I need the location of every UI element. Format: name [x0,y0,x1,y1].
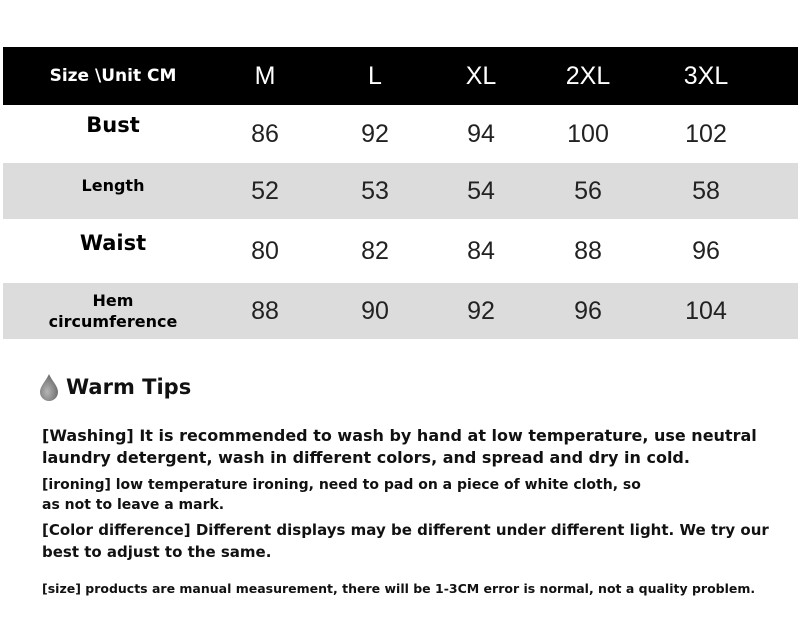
table-header-row [3,47,798,105]
header-size-l: L [368,61,382,90]
table-cell: 82 [361,236,389,265]
warm-tips-title: Warm Tips [66,375,192,399]
table-cell: 52 [251,176,279,205]
header-size-m: M [254,61,276,90]
header-size-xl: XL [465,61,497,90]
table-cell: 54 [467,176,495,205]
table-cell: 84 [467,236,495,265]
table-cell: 58 [692,176,720,205]
table-cell: 80 [251,236,279,265]
row-label-bust: Bust [86,113,140,137]
header-size-2xl: 2XL [565,61,611,90]
row-label-waist: Waist [79,231,147,255]
tip-color-difference: [Color difference] Different displays may be different under different light. We try our best to adjust to the same. [42,521,769,561]
table-cell: 88 [251,296,279,325]
table-cell: 53 [361,176,389,205]
tip-washing: [Washing] It is recommended to wash by hand at low temperature, use neutral laundry detergent, wash in different colors, and spread and dry in cold. [42,426,757,467]
header-size-3xl: 3XL [683,61,729,90]
table-cell: 92 [361,119,389,148]
row-label-hem-line2: circumference [48,312,178,331]
row-label-hem-line1: Hem [92,291,134,310]
table-cell: 102 [685,119,727,148]
table-row-bust [3,105,798,163]
table-row-waist [3,219,798,283]
header-label: Size \Unit CM [49,66,177,86]
water-drop-icon [38,372,60,402]
warm-tips-heading [38,371,191,403]
tip-size: [size] products are manual measurement, there will be 1-3CM error is normal, not a quality problem. [42,581,756,596]
table-cell: 94 [467,119,495,148]
table-cell: 96 [692,236,720,265]
table-cell: 56 [574,176,602,205]
table-cell: 96 [574,296,602,325]
table-row-hem [3,283,798,339]
table-cell: 92 [467,296,495,325]
table-cell: 104 [685,296,727,325]
table-cell: 100 [567,119,609,148]
table-cell: 86 [251,119,279,148]
table-row-length [3,163,798,219]
row-label-length: Length [81,176,145,195]
row-label-hem [43,283,183,339]
table-cell: 90 [361,296,389,325]
tip-ironing: [ironing] low temperature ironing, need to pad on a piece of white cloth, so as not to leave a mark. [42,477,641,513]
table-cell: 88 [574,236,602,265]
size-chart-table [3,47,798,339]
